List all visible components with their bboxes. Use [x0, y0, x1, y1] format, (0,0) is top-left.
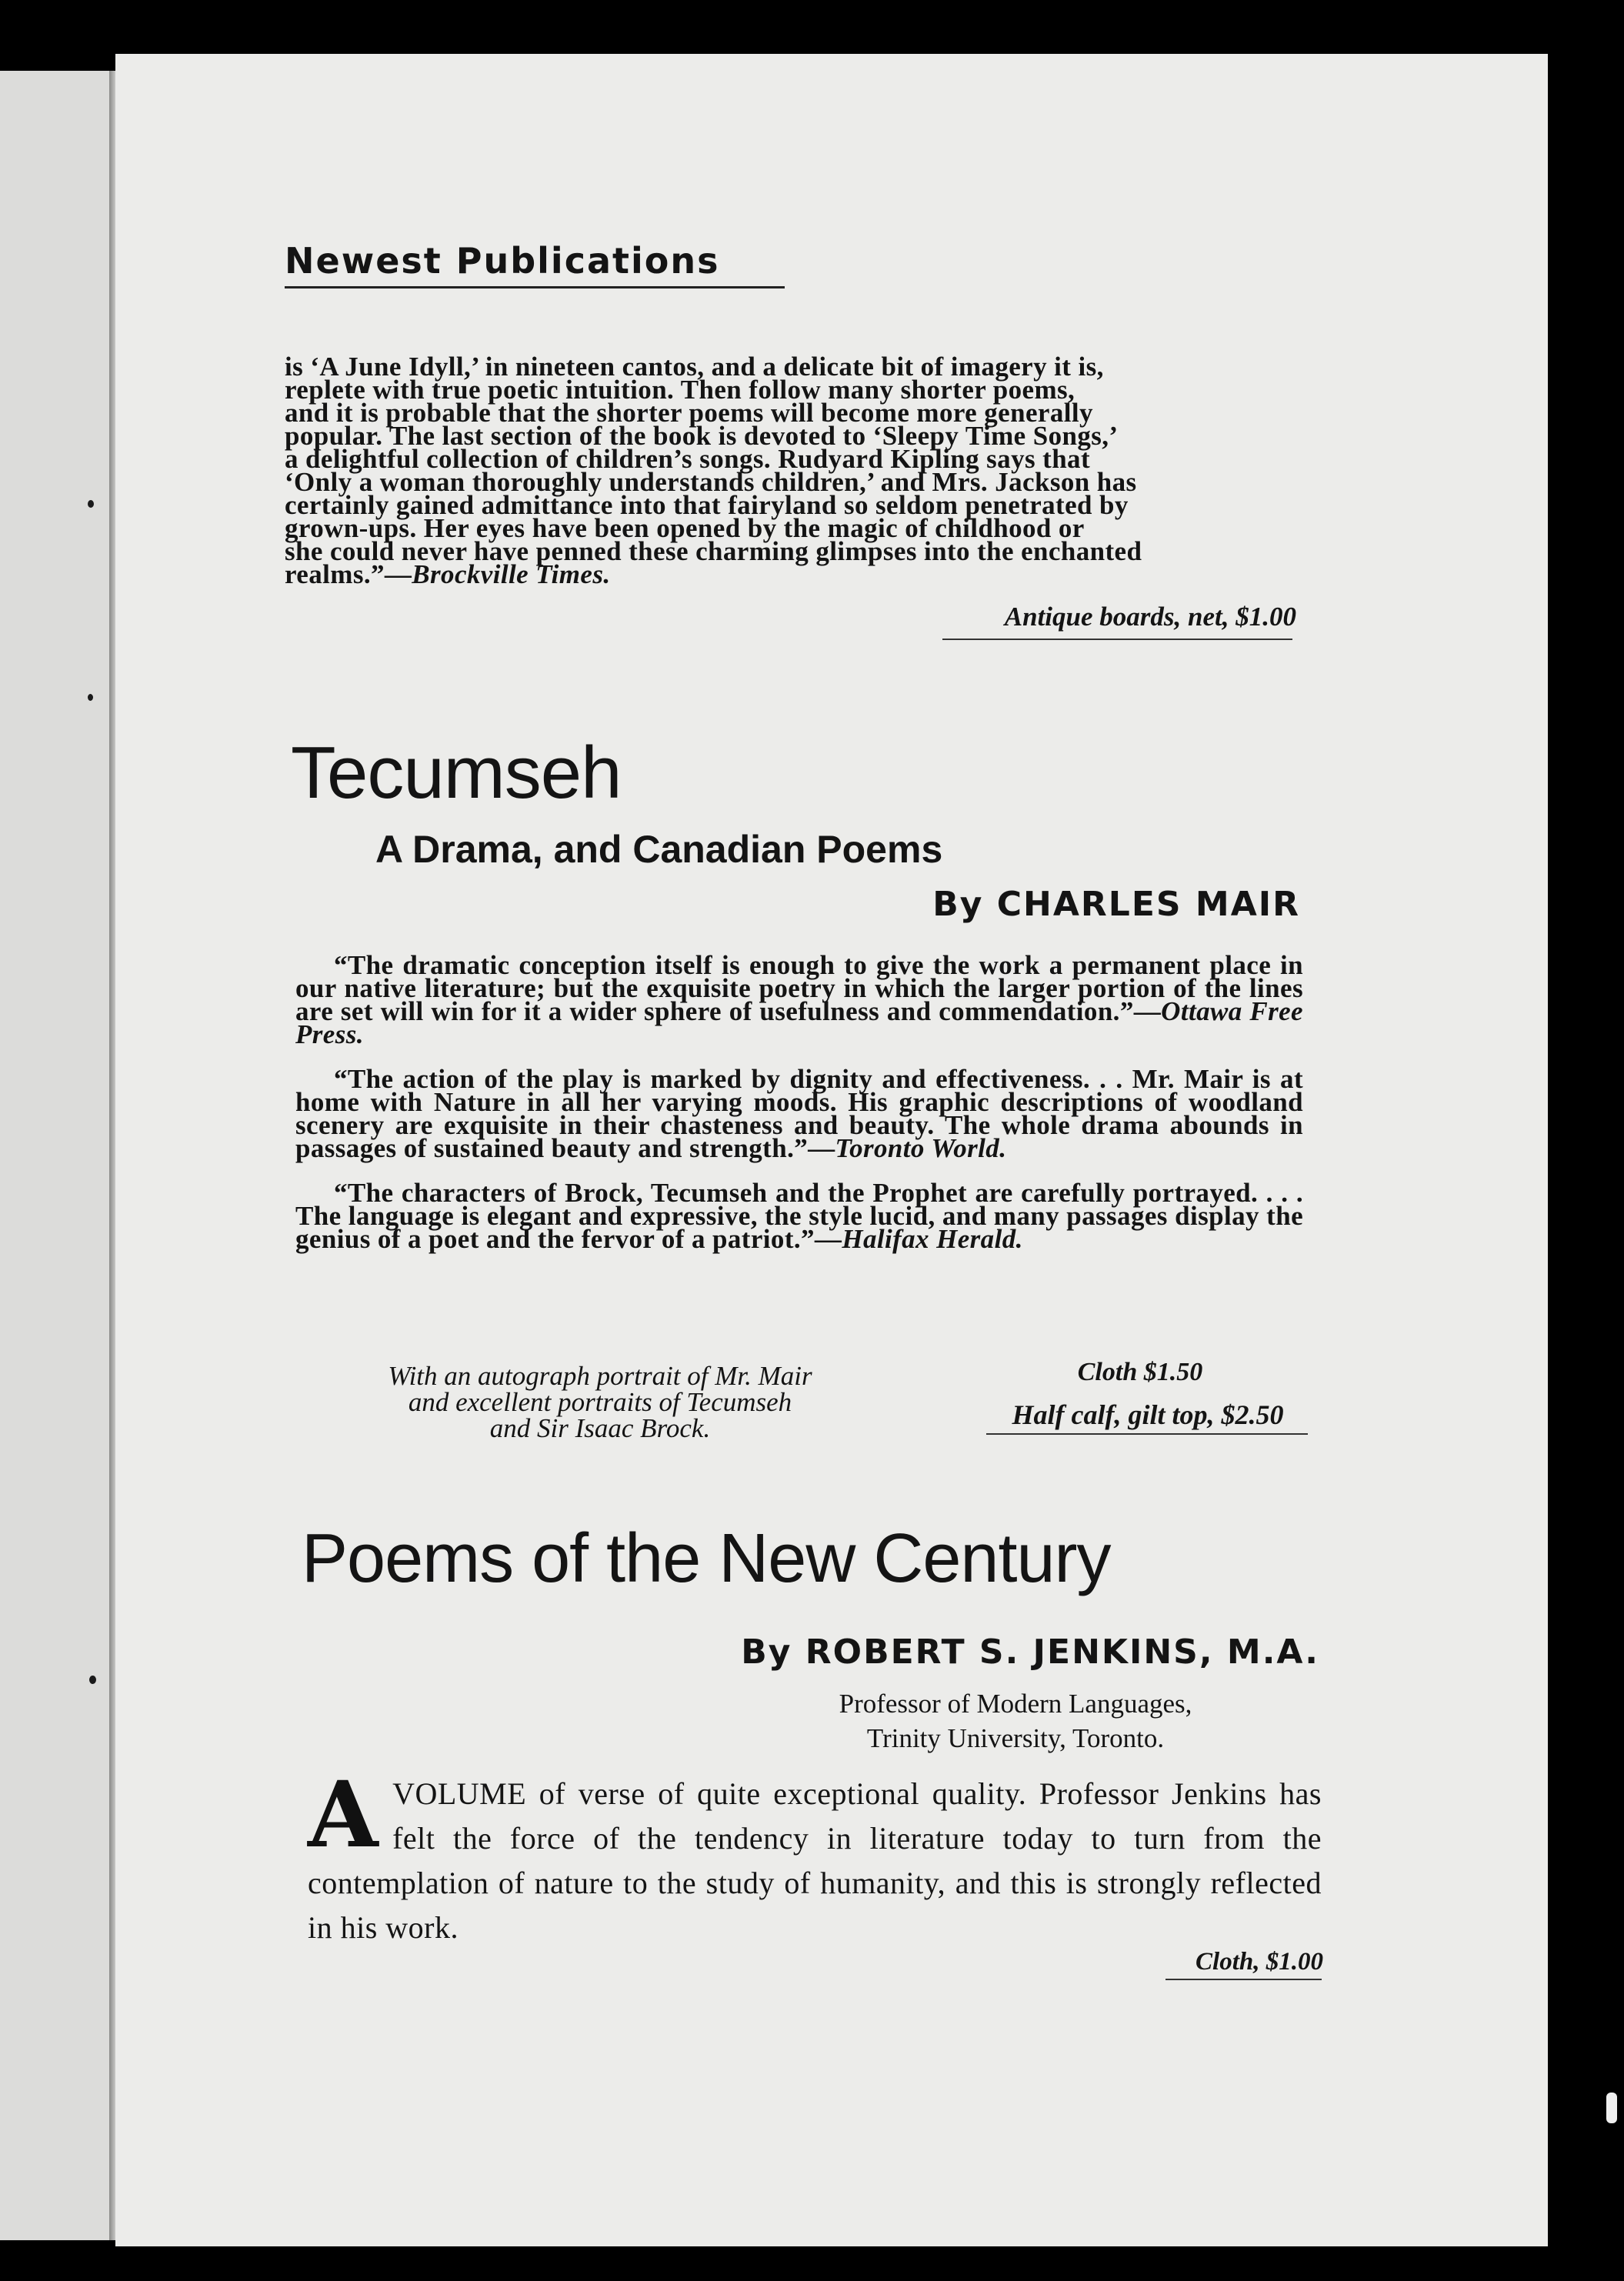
edge-clip-mark [1606, 2093, 1617, 2123]
quote-text: “The characters of Brock, Tecumseh and the Prophet are carefully portrayed. . . . The language is elegant and expressive, the style lucid, and many passages display the genius of a poet and the fervor of a patriot.”— [295, 1178, 1303, 1254]
margin-mark [88, 694, 93, 701]
review-line: certainly gained admittance into that fairyland so seldom penetrated by [285, 490, 1129, 520]
review-line: replete with true poetic intuition. Then follow many shorter poems, [285, 375, 1075, 405]
quote-text: “The action of the play is marked by dignity and effectiveness. . . Mr. Mair is at home with Nature in all her varying moods. His graphic descriptions of woodland scenery are exquisite in their chasteness and beauty. The whole drama abounds in passages of sustained beauty and strength.”— [295, 1064, 1303, 1163]
tecumseh-title: Tecumseh [291, 732, 622, 814]
margin-mark [88, 500, 94, 508]
quote-text: “The dramatic conception itself is enough to give the work a permanent place in our native literature; but the exquisite poetry in which the larger portion of the lines are set will win for it a wider sphere of usefulness and commendation.”— [295, 950, 1303, 1026]
description-text: VOLUME of verse of quite exceptional quality. Professor Jenkins has felt the force of the tendency in literature today to turn from the contemplation of nature to the study of humanity, and this is strongly reflected in his work. [308, 1776, 1322, 1945]
caption-line: and Sir Isaac Brock. [489, 1413, 711, 1443]
cloth-price: Cloth $1.50 [1077, 1358, 1203, 1386]
review-line: she could never have penned these charming glimpses into the enchanted [285, 536, 1142, 566]
page-header-title: Newest Publications [285, 240, 720, 282]
review-line-text: realms.”— [285, 559, 412, 589]
poems-title: Poems of the New Century [302, 1520, 1111, 1597]
tecumseh-reviews [295, 950, 1303, 1254]
book-gutter [109, 71, 115, 2240]
poems-price: Cloth, $1.00 [1195, 1948, 1323, 1976]
quote-source: Halifax Herald. [842, 1224, 1023, 1254]
price-rule [986, 1433, 1308, 1435]
antique-boards-price: Antique boards, net, $1.00 [1004, 602, 1296, 632]
review-line: ‘Only a woman thoroughly understands children,’ and Mrs. Jackson has [285, 467, 1137, 497]
header-rule [285, 286, 785, 288]
caption-line: With an autograph portrait of Mr. Mair [388, 1361, 812, 1391]
review-continuation [285, 352, 1292, 589]
facing-page-edge [0, 71, 115, 2240]
tecumseh-subtitle: A Drama, and Canadian Poems [375, 828, 943, 871]
quote-source: Ottawa Free Press. [295, 996, 1303, 1049]
tecumseh-byline: By CHARLES MAIR [932, 885, 1300, 924]
half-calf-price: Half calf, gilt top, $2.50 [1012, 1399, 1284, 1430]
review-source: Brockville Times. [412, 559, 611, 589]
review-line: and it is probable that the shorter poems will become more generally [285, 398, 1093, 428]
price-rule [942, 639, 1292, 640]
affiliation-line: Trinity University, Toronto. [866, 1723, 1165, 1753]
review-line: grown-ups. Her eyes have been opened by the magic of childhood or [285, 513, 1085, 543]
affiliation-line: Professor of Modern Languages, [839, 1689, 1192, 1719]
review-line: popular. The last section of the book is devoted to ‘Sleepy Time Songs,’ [285, 421, 1119, 451]
review-quote [295, 1064, 1303, 1163]
review-line: is ‘A June Idyll,’ in nineteen cantos, and a delicate bit of imagery it is, [285, 352, 1104, 382]
price-rule [1165, 1979, 1322, 1980]
review-line: a delightful collection of children’s songs. Rudyard Kipling says that [285, 444, 1091, 474]
margin-mark [89, 1676, 96, 1684]
review-quote [295, 1178, 1303, 1254]
review-quote [295, 950, 1303, 1049]
drop-cap: A [308, 1761, 379, 1868]
poems-byline: By ROBERT S. JENKINS, M.A. [741, 1632, 1319, 1672]
portrait-caption [292, 1363, 908, 1442]
caption-line: and excellent portraits of Tecumseh [408, 1387, 792, 1417]
quote-source: Toronto World. [835, 1133, 1007, 1163]
review-last-line [285, 559, 1292, 589]
poems-description [308, 1761, 1322, 1950]
author-affiliation [785, 1686, 1246, 1756]
